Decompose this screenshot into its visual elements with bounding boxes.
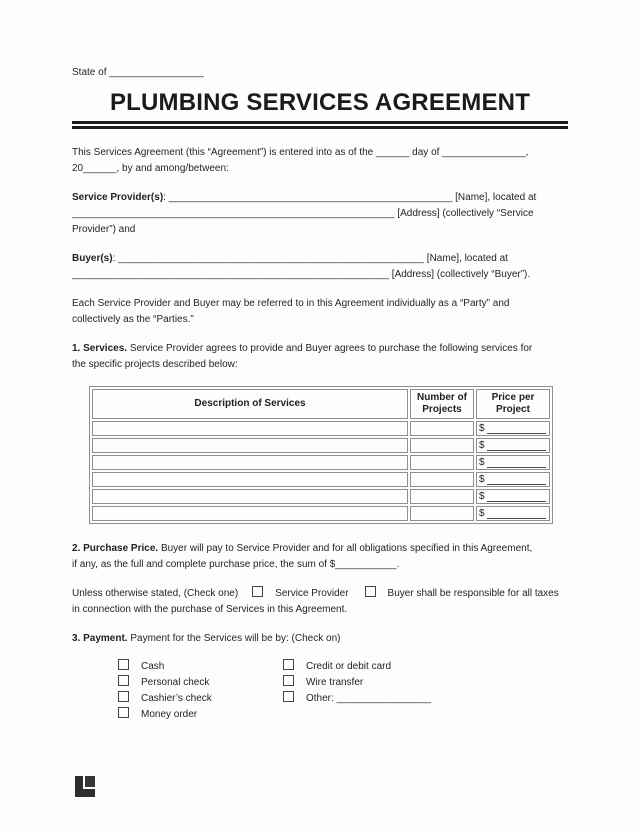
section-1-label: 1. Services. [72,343,128,354]
col-header-description: Description of Services [92,389,408,419]
table-row [92,438,550,453]
dollar-sign: $ [479,508,485,519]
section-1-text: Service Provider agrees to provide and Buyer agrees to purchase the following services for the specific projects described below: [72,343,533,370]
payment-options-right-column [283,659,431,723]
price-cell [476,455,550,470]
title-double-rule [72,121,568,129]
parties-clause: Each Service Provider and Buyer may be referred to in this Agreement individually as a “Party” and collectively as the “Parties.” [72,298,510,325]
tax-responsibility-clause [72,586,568,618]
projects-cell [410,472,474,487]
state-of-line: State of _________________ [72,67,204,78]
projects-cell [410,489,474,504]
buyer-clause [72,251,568,283]
projects-cell [410,506,474,521]
tax-option-service-provider: Service Provider [275,588,349,599]
payment-options [72,659,568,723]
payment-option-credit-card: Credit or debit card [283,659,431,675]
price-cell [476,421,550,436]
col-header-price-per-project: Price per Project [476,389,550,419]
section-2-purchase-price [72,541,568,573]
table-row [92,489,550,504]
buyer-text: : _______________________________________________________ [Name], located at _________________________________________________________ [Address] (collectively “Buyer”). [72,253,531,280]
price-blank-line [487,467,546,468]
tax-option-buyer: Buyer shall be responsible for all taxes in connection with the purchase of Services in this Agreement. [72,588,559,615]
dollar-sign: $ [479,474,485,485]
description-cell [92,489,408,504]
intro-paragraph: This Services Agreement (this “Agreement”) is entered into as of the ______ day of _______________, 20______, by and among/between: [72,147,529,174]
buyer-label: Buyer(s) [72,253,113,264]
tax-clause-prefix: Unless otherwise stated, (Check one) [72,588,239,599]
table-row [92,506,550,521]
price-cell [476,472,550,487]
buyer-checkbox [365,586,376,597]
section-3-payment [72,631,568,647]
payment-option-cashiers-check: Cashier’s check [118,691,283,707]
table-row [92,455,550,470]
price-cell [476,489,550,504]
legal-templates-logo [75,776,95,797]
dollar-sign: $ [479,491,485,502]
other-checkbox [283,691,294,702]
description-cell [92,472,408,487]
service-provider-clause [72,190,568,238]
service-provider-label: Service Provider(s) [72,192,164,203]
services-table-header-row [92,389,550,419]
payment-option-other: Other: _________________ [283,691,431,707]
document-title: PLUMBING SERVICES AGREEMENT [109,89,531,116]
personal-check-checkbox [118,675,129,686]
payment-option-wire-transfer: Wire transfer [283,675,431,691]
description-cell [92,455,408,470]
projects-cell [410,438,474,453]
section-2-text: Buyer will pay to Service Provider and for all obligations specified in this Agreement, if any, as the full and complete purchase price, the sum of $___________. [72,543,533,570]
dollar-sign: $ [479,440,485,451]
money-order-checkbox [118,707,129,718]
logo-bottom-bar [75,789,95,797]
payment-options-left-column [118,659,283,723]
service-provider-checkbox [252,586,263,597]
price-blank-line [487,484,546,485]
price-blank-line [487,501,546,502]
service-provider-text: : ___________________________________________________ [Name], located at __________________________________________________________ [Address] (collectively “Service Provider”) and [72,192,537,235]
payment-option-personal-check: Personal check [118,675,283,691]
projects-cell [410,421,474,436]
col-header-number-of-projects: Number of Projects [410,389,474,419]
table-row [92,472,550,487]
services-table [89,386,553,524]
table-row [92,421,550,436]
logo-corner-block [85,776,95,787]
description-cell [92,438,408,453]
cash-checkbox [118,659,129,670]
description-cell [92,421,408,436]
projects-cell [410,455,474,470]
price-blank-line [487,518,546,519]
description-cell [92,506,408,521]
price-blank-line [487,450,546,451]
payment-option-cash: Cash [118,659,283,675]
cashiers-check-checkbox [118,691,129,702]
dollar-sign: $ [479,423,485,434]
section-3-text: Payment for the Services will be by: (Check on) [127,633,341,644]
price-cell [476,438,550,453]
dollar-sign: $ [479,457,485,468]
wire-transfer-checkbox [283,675,294,686]
price-blank-line [487,433,546,434]
credit-card-checkbox [283,659,294,670]
section-2-label: 2. Purchase Price. [72,543,159,554]
payment-option-money-order: Money order [118,707,283,723]
section-3-label: 3. Payment. [72,633,128,644]
price-cell [476,506,550,521]
section-1-services [72,341,568,373]
